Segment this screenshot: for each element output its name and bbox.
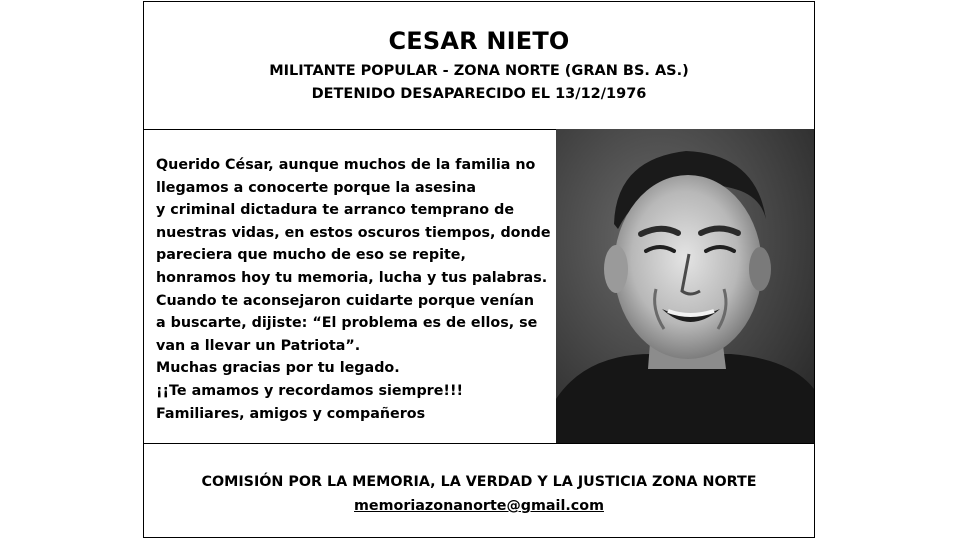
person-subtitle: MILITANTE POPULAR - ZONA NORTE (GRAN BS. AS.) xyxy=(269,63,689,79)
message-line: Querido César, aunque muchos de la familia no xyxy=(156,157,536,173)
message-line: llegamos a conocerte porque la asesina xyxy=(156,179,477,196)
message-line: nuestras vidas, en estos oscuros tiempos, donde xyxy=(156,224,551,241)
contact-email-container xyxy=(144,498,814,514)
person-name: CESAR NIETO xyxy=(388,27,570,55)
message-line: van a llevar un Patriota”. xyxy=(156,337,361,354)
portrait-photo xyxy=(556,129,814,443)
message-line: ¡¡Te amamos y recordamos siempre!!! xyxy=(156,382,463,399)
memorial-card xyxy=(143,1,815,538)
message-line: y criminal dictadura te arranco temprano de xyxy=(156,202,515,219)
message-line: pareciera que mucho de eso se repite, xyxy=(156,247,466,264)
message-line: honramos hoy tu memoria, lucha y tus palabras. xyxy=(156,269,548,286)
disappearance-date: DETENIDO DESAPARECIDO EL 13/12/1976 xyxy=(311,86,647,102)
message-line: Muchas gracias por tu legado. xyxy=(156,360,400,377)
message-line: Cuando te aconsejaron cuidarte porque venían xyxy=(156,292,535,309)
message-line: a buscarte, dijiste: “El problema es de ellos, se xyxy=(156,315,538,332)
contact-email-link[interactable]: memoriazonanorte@gmail.com xyxy=(354,498,604,514)
card-footer xyxy=(144,443,814,538)
message-line: Familiares, amigos y compañeros xyxy=(156,405,426,422)
card-header xyxy=(144,2,814,130)
tribute-message xyxy=(156,154,556,425)
organization-name: COMISIÓN POR LA MEMORIA, LA VERDAD Y LA JUSTICIA ZONA NORTE xyxy=(201,474,757,490)
